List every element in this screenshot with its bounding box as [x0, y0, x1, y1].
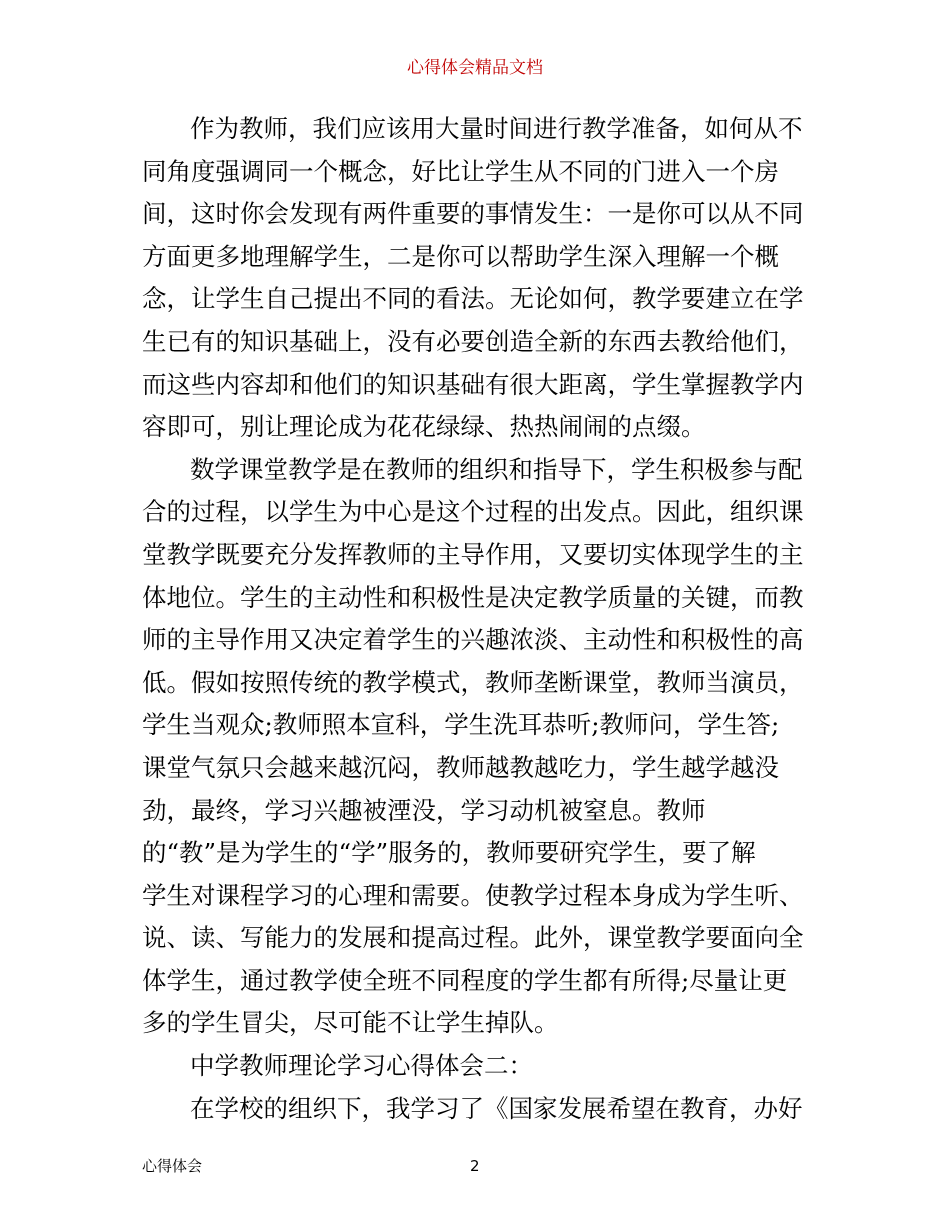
- paragraph-2-line-10: 的“教”是为学生的“学”服务的，教师要研究学生，要了解: [142, 838, 756, 868]
- page-header-title: 心得体会精品文档: [407, 58, 543, 78]
- paragraph-2-line-9: 劲，最终，学习兴趣被湮没，学习动机被窒息。教师: [142, 795, 706, 825]
- paragraph-1-line-7: 而这些内容却和他们的知识基础有很大距离，学生掌握教学内: [142, 369, 804, 399]
- paragraph-2-line-1: 数学课堂教学是在教师的组织和指导下，学生积极参与配: [190, 454, 803, 484]
- paragraph-2-line-14: 多的学生冒尖，尽可能不让学生掉队。: [142, 1008, 559, 1038]
- paragraph-2-line-5: 师的主导作用又决定着学生的兴趣浓淡、主动性和积极性的高: [142, 625, 804, 655]
- document-body: [142, 108, 812, 1130]
- paragraph-1-line-6: 生已有的知识基础上，没有必要创造全新的东西去教给他们，: [142, 326, 804, 356]
- paragraph-2-line-12: 说、读、写能力的发展和提高过程。此外，课堂教学要面向全: [142, 923, 804, 953]
- paragraph-2-line-11: 学生对课程学习的心理和需要。使教学过程本身成为学生听、: [142, 880, 804, 910]
- paragraph-2-line-6: 低。假如按照传统的教学模式，教师垄断课堂，教师当演员，: [142, 667, 804, 697]
- paragraph-1-line-8: 容即可，别让理论成为花花绿绿、热热闹闹的点缀。: [142, 412, 706, 442]
- paragraph-2-line-13: 体学生，通过教学使全班不同程度的学生都有所得;尽量让更: [142, 965, 788, 995]
- paragraph-1-line-4: 方面更多地理解学生，二是你可以帮助学生深入理解一个概: [142, 241, 779, 271]
- paragraph-1-line-3: 间，这时你会发现有两件重要的事情发生：一是你可以从不同: [142, 199, 804, 229]
- footer-label: 心得体会: [142, 1157, 203, 1175]
- paragraph-2-line-7: 学生当观众;教师照本宣科，学生洗耳恭听;教师问，学生答;: [142, 710, 780, 740]
- paragraph-1-line-5: 念，让学生自己提出不同的看法。无论如何，教学要建立在学: [142, 284, 804, 314]
- paragraph-1-line-1: 作为教师，我们应该用大量时间进行教学准备，如何从不: [190, 114, 803, 143]
- footer-page-number: 2: [470, 1157, 480, 1175]
- paragraph-1-line-2: 同角度强调同一个概念，好比让学生从不同的门进入一个房: [142, 156, 779, 186]
- paragraph-3-line-1: 在学校的组织下，我学习了《国家发展希望在教育，办好: [190, 1093, 803, 1123]
- paragraph-2-line-4: 体地位。学生的主动性和积极性是决定教学质量的关键，而教: [142, 582, 804, 612]
- paragraph-2-line-3: 堂教学既要充分发挥教师的主导作用，又要切实体现学生的主: [142, 539, 804, 569]
- paragraph-2-line-2: 合的过程，以学生为中心是这个过程的出发点。因此，组织课: [142, 497, 804, 527]
- section-heading-two: 中学教师理论学习心得体会二：: [190, 1051, 533, 1081]
- paragraph-2-line-8: 课堂气氛只会越来越沉闷，教师越教越吃力，学生越学越没: [142, 752, 779, 782]
